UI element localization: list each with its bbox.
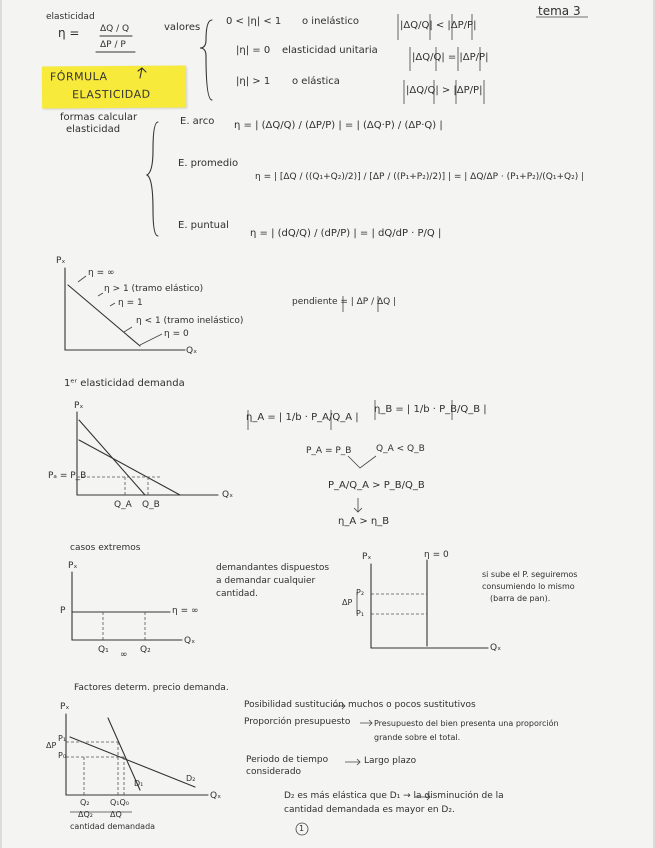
- casos-desc-1: demandantes dispuestos: [216, 563, 330, 573]
- g1-pendiente: pendiente = | ΔP / ΔQ |: [292, 297, 397, 307]
- def-num: ΔQ / Q: [100, 24, 130, 34]
- cond1: P_A = P_B: [306, 446, 352, 456]
- item-3-v: Largo plazo: [364, 756, 417, 766]
- formas-label-1: formas calcular: [60, 112, 138, 123]
- fac-d2: D₂: [186, 774, 196, 783]
- val-rel-2: |ΔQ/Q| = |ΔP/P|: [412, 52, 489, 63]
- conclusion-2: cantidad demandada es mayor en D₂.: [284, 805, 455, 815]
- casos-note-1: si sube el P. seguiremos: [482, 570, 578, 579]
- def-label: elasticidad: [46, 12, 95, 22]
- formas-label-2: elasticidad: [66, 124, 121, 135]
- g1-x: Qₓ: [186, 346, 198, 356]
- fac-dq2: ΔQ₂: [78, 810, 93, 819]
- casos-eta: η = ∞: [172, 606, 199, 616]
- demanda-title: 1ᵉʳ elasticidad demanda: [64, 378, 185, 389]
- casos-title: casos extremos: [70, 543, 141, 553]
- conclusion-1: D₂ es más elástica que D₁ → la disminución de la: [284, 791, 504, 801]
- g2-y: Pₓ: [362, 552, 372, 562]
- val-cond-2: |η| = 0: [236, 45, 271, 56]
- eta-a: η_A = | 1/b · P_A/Q_A |: [246, 412, 359, 423]
- ratio: P_A/Q_A > P_B/Q_B: [328, 480, 425, 491]
- promedio-formula: η = | [ΔQ / ((Q₁+Q₂)/2)] / [ΔP / ((P₁+P₂)/2)] | = | ΔQ/ΔP · (P₁+P₂)/(Q₁+Q₂) |: [255, 172, 585, 182]
- casos-q2: Q₂: [140, 645, 151, 655]
- val-name-1: o inelástico: [302, 16, 359, 27]
- val-name-2: elasticidad unitaria: [282, 45, 378, 56]
- arco-formula: η = | (ΔQ/Q) / (ΔP/P) | = | (ΔQ·P) / (ΔP·Q) |: [234, 120, 443, 131]
- cond2: Q_A < Q_B: [376, 444, 425, 454]
- g1-l5: η = 0: [164, 329, 189, 339]
- dem-y: Pₓ: [74, 401, 84, 411]
- val-rel-3: |ΔQ/Q| > |ΔP/P|: [406, 85, 483, 96]
- def-den: ΔP / P: [100, 40, 126, 50]
- fac-p1: P₁: [58, 734, 67, 743]
- val-rel-1: |ΔQ/Q| < |ΔP/P|: [400, 20, 477, 31]
- valores-label: valores: [164, 22, 201, 33]
- casos-x: Qₓ: [184, 636, 196, 646]
- dem-qb: Q_B: [142, 500, 160, 510]
- fac-dq: ΔQ: [110, 810, 122, 819]
- item-1-k: Posibilidad sustitución: [244, 700, 344, 710]
- casos-inf: ∞: [120, 650, 128, 660]
- result: η_A > η_B: [338, 516, 390, 527]
- casos-desc-2: a demandar cualquier: [216, 576, 316, 586]
- val-name-3: o elástica: [292, 76, 340, 87]
- item-1-v: muchos o pocos sustitutivos: [348, 700, 476, 710]
- g1-l3: η = 1: [118, 298, 143, 308]
- fac-q2: Q₂: [80, 798, 90, 807]
- fac-dp: ΔP: [46, 741, 57, 750]
- g1-l1: η = ∞: [88, 268, 115, 278]
- puntual-label: E. puntual: [178, 220, 229, 231]
- puntual-formula: η = | (dQ/Q) / (dP/P) | = | dQ/dP · P/Q |: [250, 228, 442, 239]
- casos-desc-3: cantidad.: [216, 589, 258, 599]
- factores-title: Factores determ. precio demanda.: [74, 683, 229, 693]
- fac-q1q0: Q₁Q₀: [110, 798, 130, 807]
- casos-p: P: [60, 606, 66, 616]
- g2-x: Qₓ: [490, 643, 502, 653]
- fac-caption: cantidad demandada: [70, 822, 156, 831]
- g2-p2: P₂: [356, 588, 365, 597]
- dem-qa: Q_A: [114, 500, 132, 510]
- casos-y: Pₓ: [68, 561, 78, 571]
- arco-label: E. arco: [180, 116, 215, 127]
- casos-note-2: consumiendo lo mismo: [482, 582, 575, 591]
- fac-d1: D₁: [134, 779, 144, 788]
- dem-pa-pb: Pₐ = P_B: [48, 471, 87, 481]
- item-3-k: Periodo de tiempo considerado: [246, 755, 329, 777]
- casos-q1: Q₁: [98, 645, 109, 655]
- g2-p1: P₁: [356, 609, 365, 618]
- dem-x: Qₓ: [222, 490, 234, 500]
- fac-y: Pₓ: [60, 702, 70, 712]
- g2-eta: η = 0: [424, 550, 449, 560]
- eta-b: η_B = | 1/b · P_B/Q_B |: [374, 404, 487, 415]
- tema-label: tema 3: [538, 4, 581, 18]
- val-cond-3: |η| > 1: [236, 76, 271, 87]
- promedio-label: E. promedio: [178, 158, 239, 169]
- item-2-v: Presupuesto del bien presenta una proporción grande sobre el total.: [374, 719, 559, 742]
- sticky-line-1: FÓRMULA: [49, 70, 108, 84]
- item-2-k: Proporción presupuesto: [244, 717, 351, 727]
- g1-y: Pₓ: [56, 256, 66, 266]
- page-number: 1: [299, 824, 305, 833]
- val-cond-1: 0 < |η| < 1: [226, 16, 282, 27]
- g1-l2: η > 1 (tramo elástico): [104, 284, 204, 294]
- fac-p0: P₀: [58, 751, 67, 760]
- casos-note-3: (barra de pan).: [490, 594, 551, 603]
- fac-x: Qₓ: [210, 791, 222, 801]
- sticky-line-2: ELASTICIDAD: [72, 87, 151, 102]
- g1-l4: η < 1 (tramo inelástico): [136, 316, 244, 326]
- def-lhs: η =: [58, 26, 80, 40]
- g2-dp: ΔP: [342, 598, 353, 607]
